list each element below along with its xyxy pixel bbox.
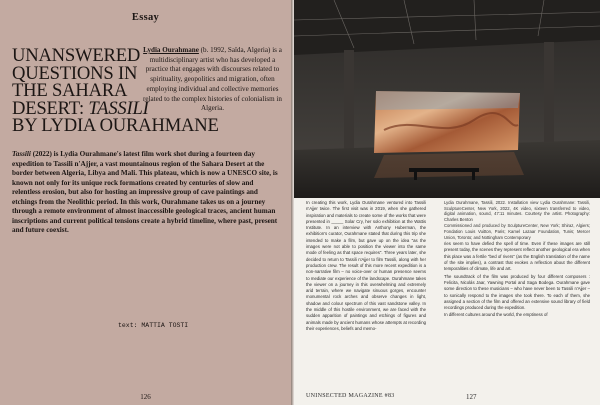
lede-text: (2022) is Lydia Ourahmane's latest film work shot during a fourteen day expedition to Tassili n'Ajjer, a vast mountainous region of the Sahara Desert at the border between Algeria, Libya and Mali. This plateau, which is now a UNESCO site, is known not only for its unique rock formations created by centuries of slow and relentless erosion, but also for hosting an impressive group of cave paintings and etchings from the Neolithic period. In this work, Ourahmane takes us on a journey through a remote environment of almost inaccessible geological traces, ancient human inscriptions and current political tensions create a hybrid timeline, where past, present and future coexist. (12, 150, 278, 234)
title-line-2: QUESTIONS IN (12, 62, 138, 84)
body-paragraph: In creating this work, Lydia Ourahmane ventured into Tassili n'Ajjer twice. The first visit was in 2019, when she gathered inspiration and materials to create some of the works that were presented in _____ Solar Cry, her solo exhibition at the Wattis Institute. In an interview with Anthony Huberman, the exhibition's curator, Ourahmane stated that during this trip she intended to make a film, but gave up on the idea "as the images were not able to position the viewer into the same mode of feeling as that space requires". Three years later, she decided to return to Tassili n'Ajjer to film Tassili, along with her production crew. The result of this more recent expedition is a non-narrative film – no voice-over or human presence seems to mediate our experience of the landscape. Ourahmane takes the viewer on a journey in this overwhelming and extremely arid terrain, where we navigate sinuous gorges, encounter monumental rock arches and observe changes in light, shadow and colour spectrum of this vast sandstone valley. In the middle of this hostile environment, we are faced with the sudden apparition of paintings and etchings of figures and animals made by ancient humans whose attempts at recording their experiences, beliefs and memo- (306, 200, 426, 331)
title-line-3: THE SAHARA (12, 80, 128, 102)
left-page (0, 0, 291, 405)
title-italic: TASSILI (88, 97, 149, 119)
right-page (294, 0, 600, 405)
commission-credit: Commissioned and produced by SculptureCenter, New York; Shiraz, Algiers; Fondation Louis Vuitton, Paris; Kamel Lazaar Foundation, Tunis; Mercer Union, Toronto; and Nottingham Contemporary (444, 223, 590, 240)
section-label: Essay (131, 12, 160, 23)
body-paragraph: ries seem to have defied the spell of time. Even if these images are still present today, the scenes they represent reflect another geological era when this place was a fertile "bed of rivers" (as the English translation of the name of the site implies), a contrast that evokes a reflection about the different temporalities of climate, life and art. (444, 241, 590, 272)
body-paragraph: The soundtrack of the film was produced by four different composers : Felicita, Nicolás Jaar, Yawning Portal and Saga Bodega. Ourahmane gave some direction to these musicians – who have never been to Tassili n'Ajjer – to sonically respond to the images she took there. To each of them, she assigned a section of the film and offered an extensive sound library of field recordings produced during the expedition. (444, 273, 590, 311)
title-line-5: BY LYDIA OURAHMANE (12, 115, 219, 137)
magazine-name: UNINSECTED MAGAZINE #83 (306, 393, 395, 399)
artist-name-link[interactable]: Lydia Ourahmane (143, 46, 199, 54)
artist-bio (141, 46, 284, 114)
page-number-left: 126 (140, 393, 151, 401)
title-line-1: UNANSWERED (12, 45, 141, 66)
author-credit: text: MATTIA TOSTI (118, 322, 189, 329)
installation-photo-drawing (294, 0, 600, 198)
bio-text: (b. 1992, Saïda, Algeria) is a multidisciplinary artist who has developed a practice that engages with discourses related to spirituality, geopolitics and migration, often employing individual and collective memories related to the complex histories of colonialism in Algeria. (143, 46, 282, 113)
body-column-b (444, 200, 590, 320)
photo-caption: Lydia Ourahmane, Tassili, 2022. Installation view Lydia Ourahmane: Tassili, SculptureCenter, New York, 2022, 4K video, sixteen transferred to video, digital animation, sound, 47:11 minutes. Courtesy the artist. Photography: Charles Benton (444, 200, 590, 222)
page-number-right: 127 (466, 393, 477, 401)
title-line-4-text: DESERT: (12, 97, 89, 119)
installation-photo (294, 0, 600, 198)
body-column-a (306, 200, 426, 333)
body-paragraph: In different cultures around the world, the emptiness of (444, 312, 548, 318)
lede-work-title: Tassili (12, 150, 31, 158)
lede-paragraph (12, 150, 282, 236)
